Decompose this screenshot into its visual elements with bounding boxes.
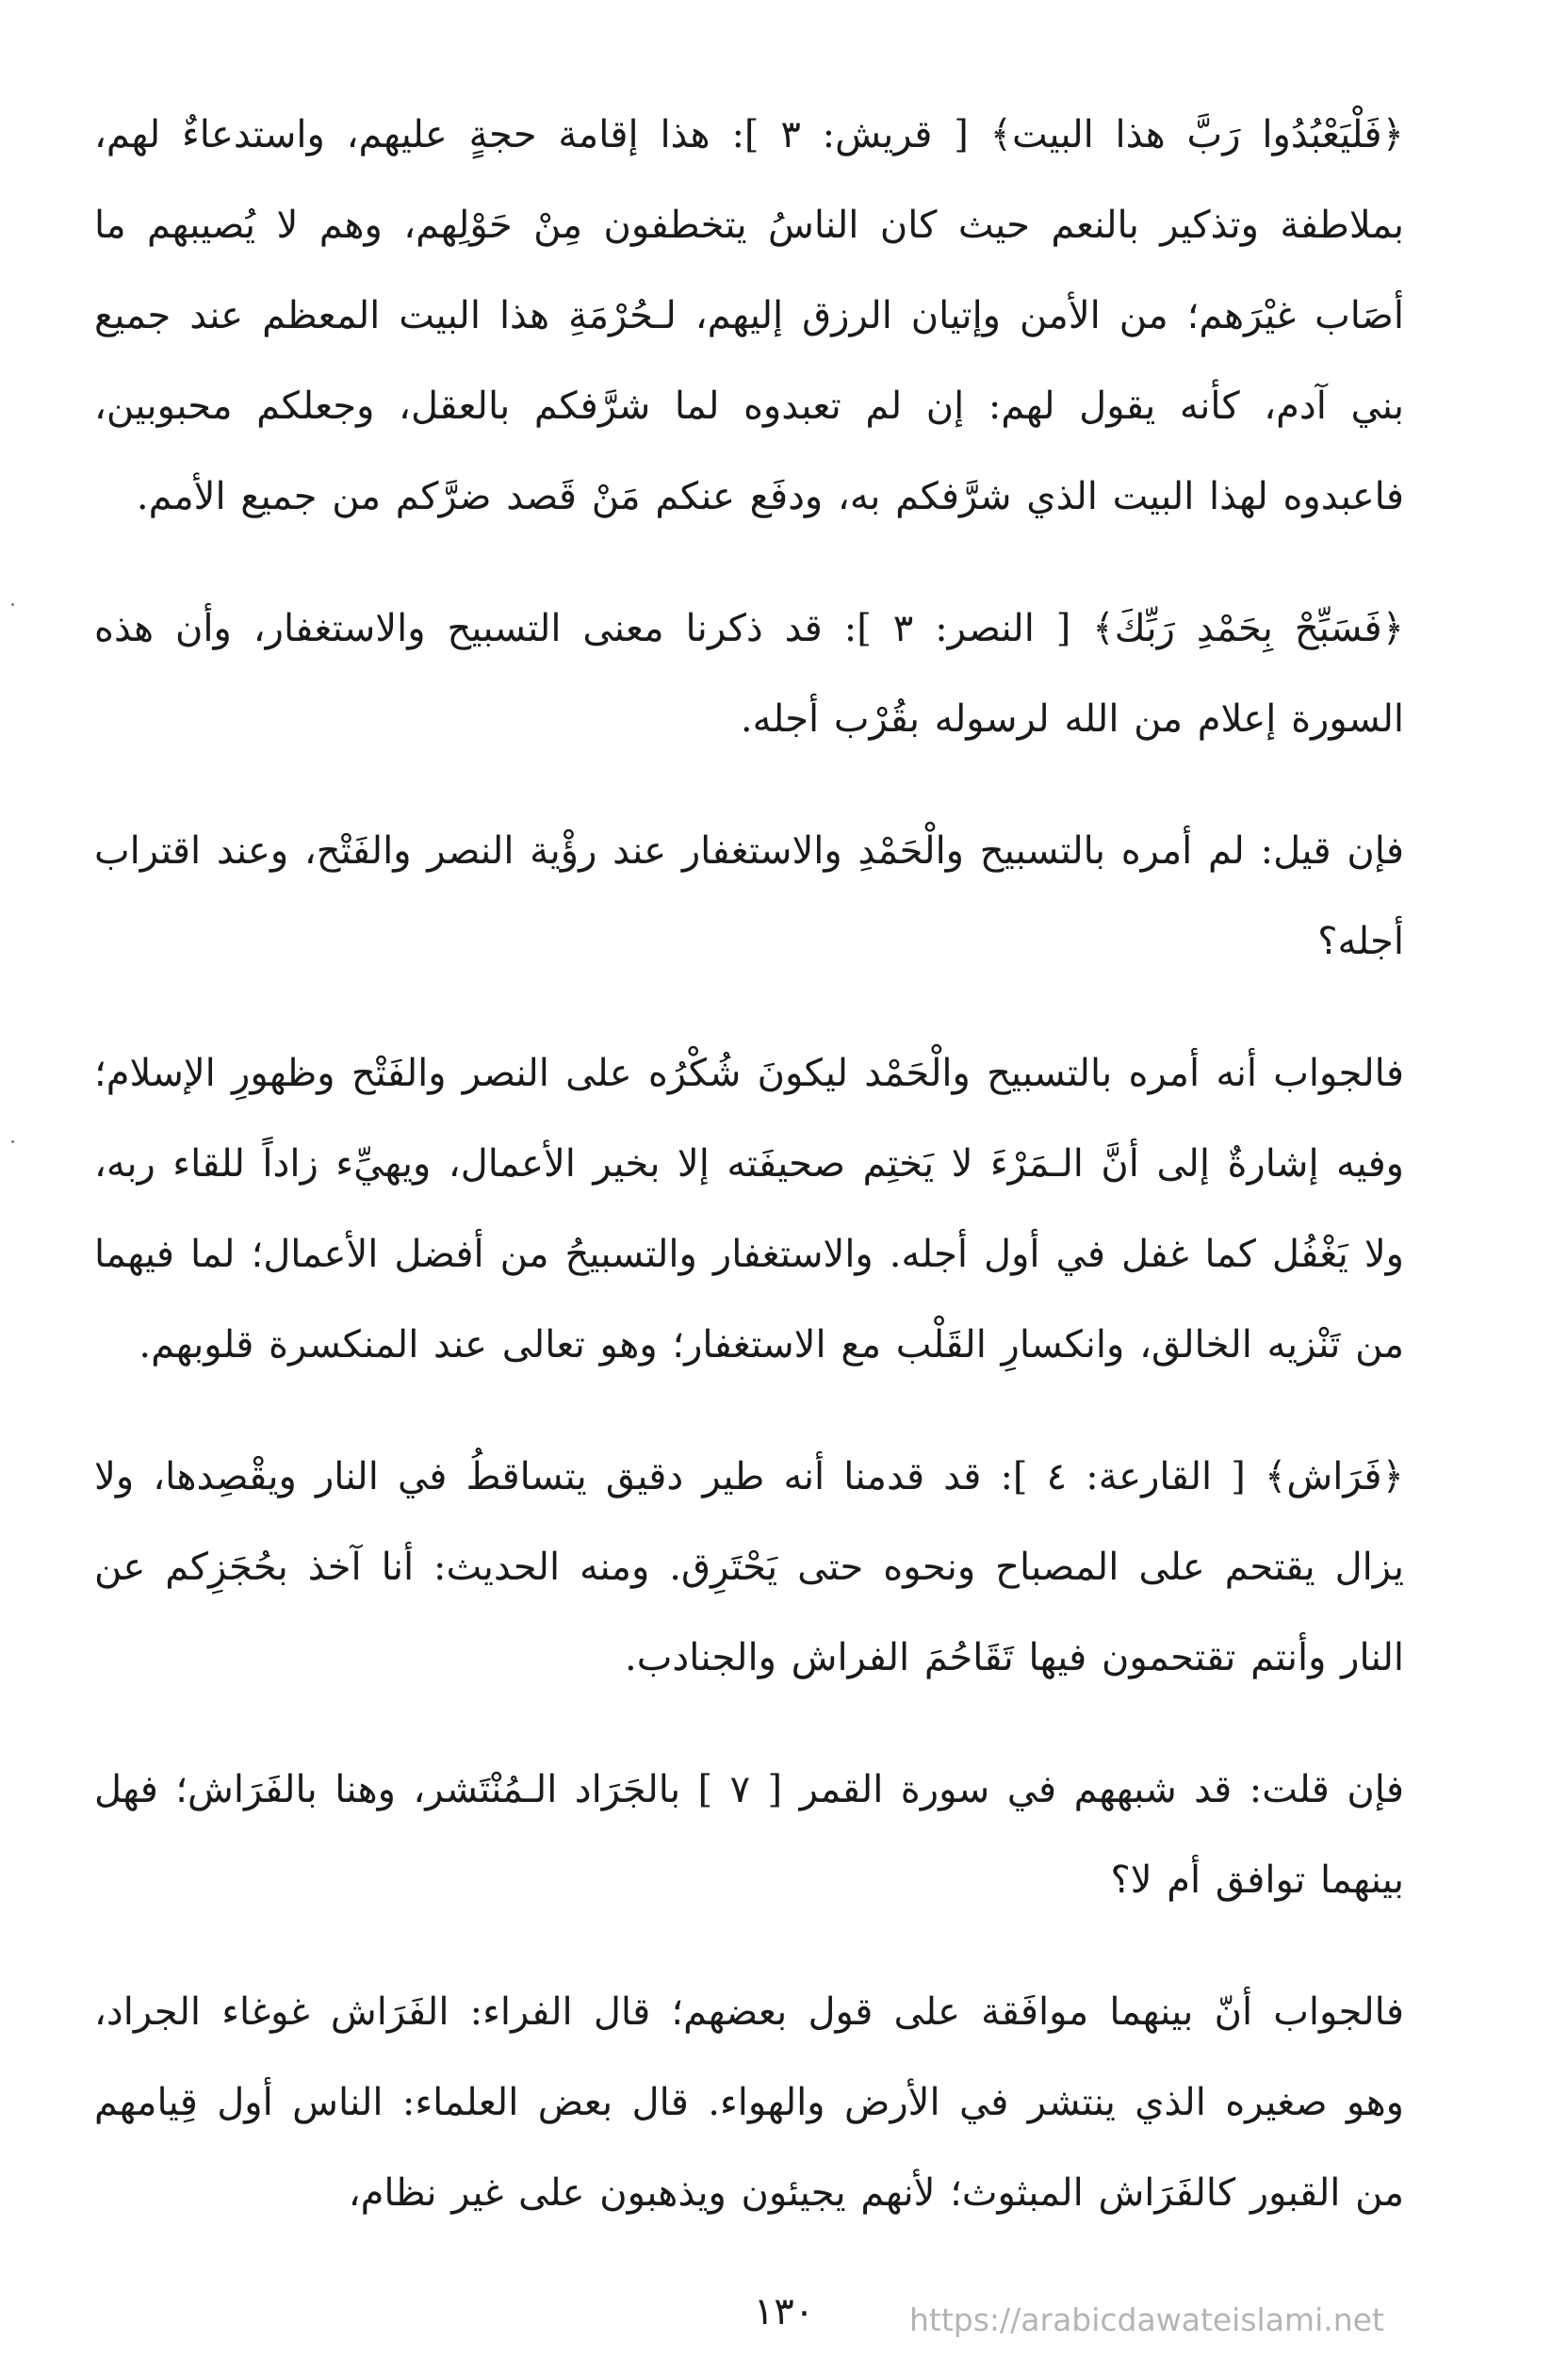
paragraph-nasr-verse: ﴿فَسَبِّحْ بِحَمْدِ رَبِّكَ﴾ [ النصر: ٣ ]: قد ذكرنا معنى التسبيح والاستغفار، وأن هذه السورة إعلام من الله لرسوله بقُرْب أجله. — [94, 607, 1405, 741]
paragraph-answer-tasbih: فالجواب أنه أمره بالتسبيح والْحَمْد ليكونَ شُكْرُه على النصر والفَتْح وظهورِ الإسلام؛ وفيه إشارةٌ إلى أنَّ الـمَرْءَ لا يَختِم صحيفَته إلا بخير الأعمال، ويهيِّء زاداً للقاء ربه، ولا يَغْفُل كما غفل في أول أجله. والاستغفار والتسبيحُ من أفضل الأعمال؛ لما فيهما من تَنْزيه الخالق، وانكسارِ القَلْب مع الاستغفار؛ وهو تعالى عند المنكسرة قلوبهم. — [94, 1052, 1404, 1367]
page-number: ١٣٠ — [753, 2290, 815, 2333]
margin-speck — [11, 603, 14, 606]
paragraph-qariah-verse: ﴿فَرَاش﴾ [ القارعة: ٤ ]: قد قدمنا أنه طير دقيق يتساقطُ في النار ويقْصِدها، ولا يزال يقتحم على المصباح ونحوه حتى يَحْتَرِق. ومنه الحديث: أنا آخذ بحُجَزِكم عن النار وأنتم تقتحمون فيها تَقَاحُمَ الفراش والجنادب. — [94, 1455, 1404, 1679]
paragraph-answer-firash: فالجواب أنّ بينهما موافَقة على قول بعضهم؛ قال الفراء: الفَرَاش غوغاء الجراد، وهو صغيره الذي ينتشر في الأرض والهواء. قال بعض العلماء: الناس أول قِيامهم من القبور كالفَرَاش المبثوث؛ لأنهم يجيئون ويذهبون على غير نظام، — [94, 1990, 1404, 2215]
page-body — [94, 90, 1404, 2280]
watermark-url: https://arabicdawateislami.net — [909, 2301, 1384, 2338]
paragraph-question-firash: فإن قلت: قد شبههم في سورة القمر [ ٧ ] بالجَرَاد الـمُنْتَشر، وهنا بالفَرَاش؛ فهل بينهما توافق أم لا؟ — [94, 1768, 1404, 1902]
paragraph-question-tasbih: فإن قيل: لم أمره بالتسبيح والْحَمْدِ والاستغفار عند رؤْية النصر والفَتْح، وعند اقتراب أجله؟ — [94, 829, 1404, 963]
margin-speck — [11, 1140, 14, 1143]
paragraph-quraysh-verse: ﴿فَلْيَعْبُدُوا رَبَّ هذا البيت﴾ [ قريش: ٣ ]: هذا إقامة حجةٍ عليهم، واستدعاءٌ لهم، بملاطفة وتذكير بالنعم حيث كان الناسُ يتخطفون مِنْ حَوْلِهم، وهم لا يُصيبهم ما أصَاب غيْرَهم؛ من الأمن وإتيان الرزق إليهم، لـحُرْمَةِ هذا البيت المعظم عند جميع بني آدم، كأنه يقول لهم: إن لم تعبدوه لما شرَّفكم بالعقل، وجعلكم محبوبين، فاعبدوه لهذا البيت الذي شرَّفكم به، ودفَع عنكم مَنْ قَصد ضرَّكم من جميع الأمم. — [94, 113, 1404, 518]
